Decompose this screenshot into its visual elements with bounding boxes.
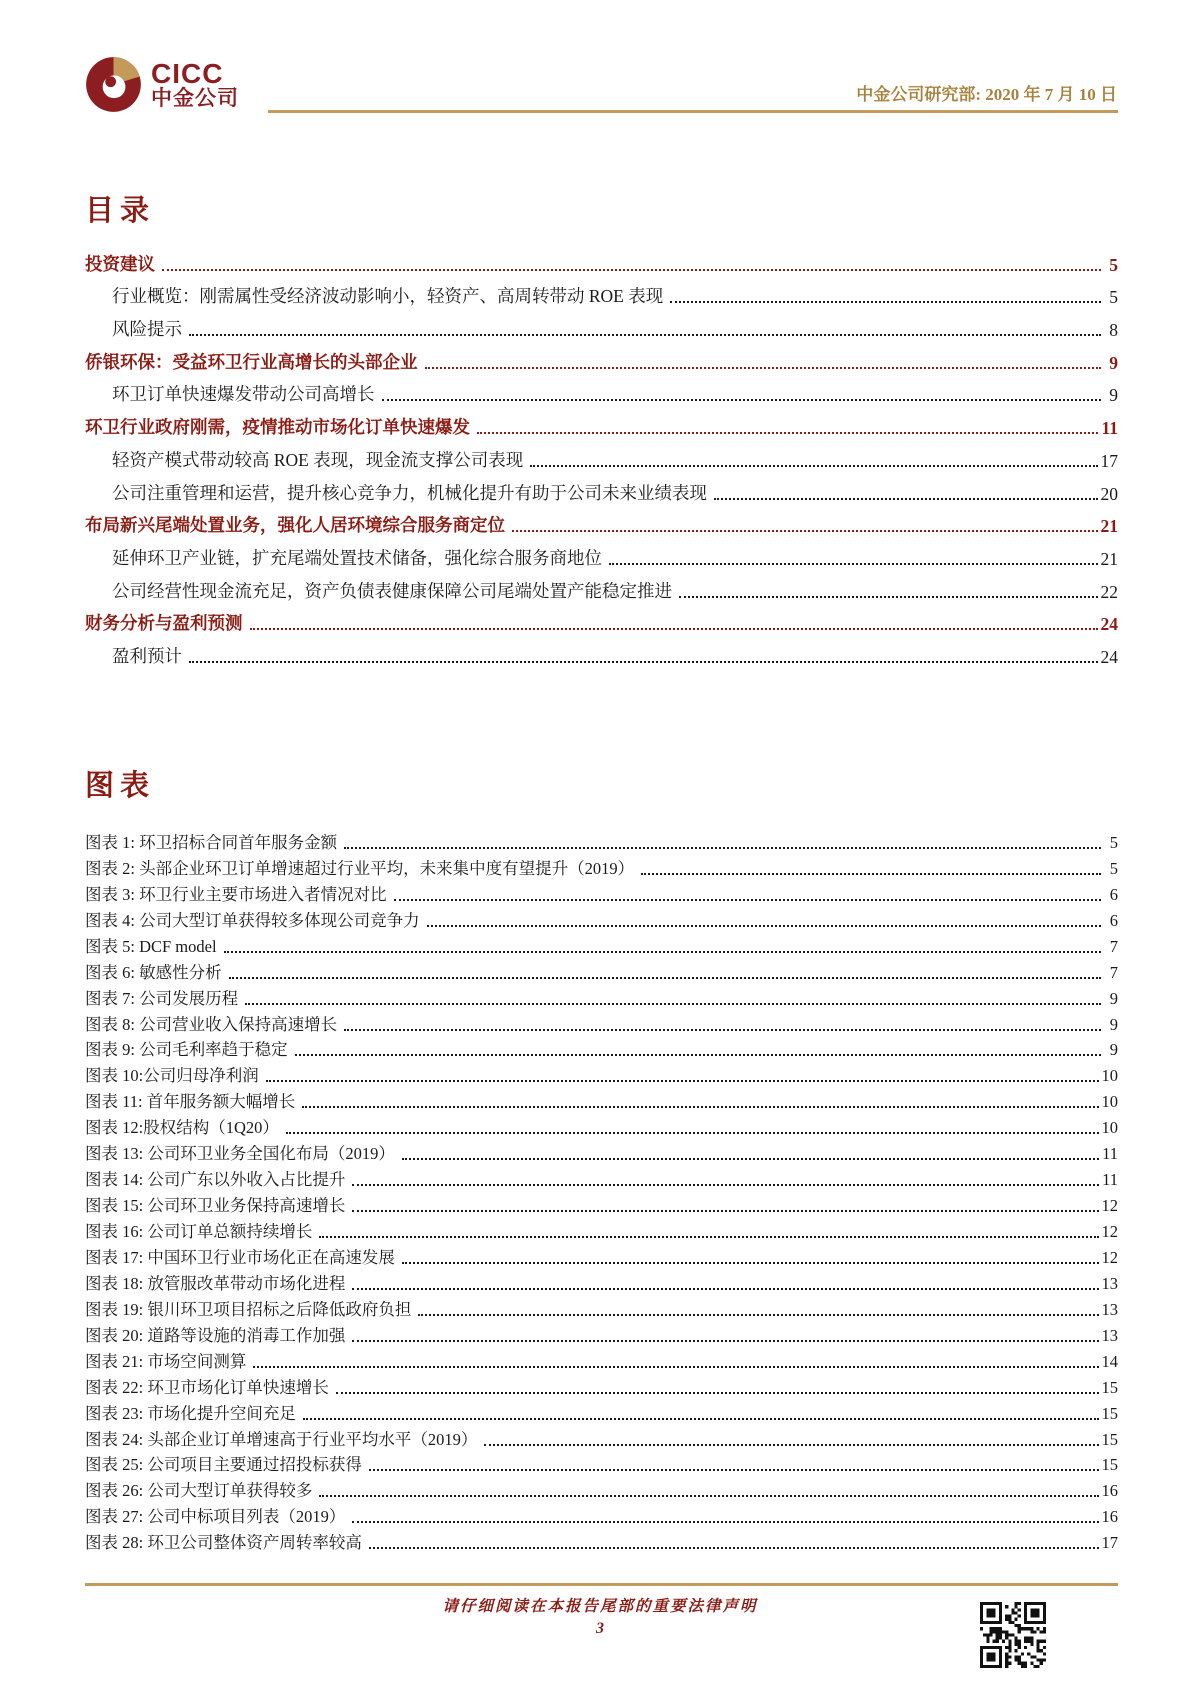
figure-entry[interactable] [85, 1320, 1118, 1346]
figure-entry[interactable] [85, 1216, 1118, 1242]
toc-entry-page: 20 [1100, 483, 1118, 504]
toc-entry-page: 8 [1109, 320, 1118, 341]
toc-entry[interactable] [85, 276, 1118, 309]
toc-entry-label: 延伸环卫产业链，扩充尾端处置技术储备，强化综合服务商地位 [112, 547, 602, 568]
figures-title: 图表 [85, 770, 156, 802]
toc-entry-page: 24 [1100, 646, 1118, 667]
toc-entry-page: 21 [1100, 516, 1118, 537]
figure-entry-label: 图表 3: 环卫行业主要市场进入者情况对比 [85, 884, 387, 904]
toc-entry-page: 9 [1109, 352, 1118, 373]
dotted-leader [369, 1547, 1099, 1549]
figure-entry-label: 图表 22: 环卫市场化订单快速增长 [85, 1377, 329, 1397]
toc-entry-page: 24 [1100, 614, 1118, 635]
figure-entry-label: 图表 28: 环卫公司整体资产周转率较高 [85, 1533, 362, 1553]
figure-entry-label: 图表 6: 敏感性分析 [85, 962, 222, 982]
figure-entry-label: 图表 4: 公司大型订单获得较多体现公司竞争力 [85, 910, 420, 930]
toc-entry[interactable] [85, 308, 1118, 341]
dotted-leader [641, 873, 1101, 875]
figure-entry[interactable] [85, 1060, 1118, 1086]
toc-entry[interactable] [85, 635, 1118, 668]
figure-entry-page: 13 [1101, 1273, 1118, 1293]
page-number: 3 [596, 1620, 604, 1637]
figure-entry-page: 12 [1101, 1247, 1118, 1267]
figure-entry[interactable] [85, 853, 1118, 879]
toc-entry[interactable] [85, 439, 1118, 472]
figure-entry-page: 7 [1109, 936, 1118, 956]
figure-entry-page: 15 [1101, 1377, 1118, 1397]
figure-entry-page: 13 [1101, 1325, 1118, 1345]
figure-entry-label: 图表 20: 道路等设施的消毒工作加强 [85, 1325, 346, 1345]
toc-entry-page: 17 [1100, 450, 1118, 471]
dotted-leader [253, 1366, 1098, 1368]
figure-entry-page: 11 [1102, 1144, 1118, 1164]
figure-entry[interactable] [85, 879, 1118, 905]
brand-text [151, 57, 239, 111]
qr-code-icon [980, 1602, 1046, 1668]
figure-entry[interactable] [85, 983, 1118, 1009]
dotted-leader [670, 301, 1101, 303]
figure-entry-label: 图表 14: 公司广东以外收入占比提升 [85, 1170, 346, 1190]
figure-entry[interactable] [85, 1164, 1118, 1190]
dotted-leader [319, 1495, 1098, 1497]
figure-entry-page: 15 [1101, 1403, 1118, 1423]
figure-entry-page: 10 [1101, 1066, 1118, 1086]
figure-entry-label: 图表 16: 公司订单总额持续增长 [85, 1222, 313, 1241]
brand-name-cn: 中金公司 [151, 87, 239, 111]
figure-entry-page: 9 [1109, 1014, 1118, 1034]
research-dept-date: 中金公司研究部: 2020 年 7 月 10 日 [856, 85, 1117, 104]
dotted-leader [714, 498, 1098, 500]
dotted-leader [679, 596, 1098, 598]
figure-entry[interactable] [85, 1450, 1118, 1476]
figure-entry[interactable] [85, 1501, 1118, 1527]
dotted-leader [336, 1392, 1099, 1394]
dotted-leader [394, 899, 1101, 901]
dotted-leader [286, 1132, 1099, 1134]
toc-entry-page: 9 [1109, 385, 1118, 406]
toc-entry-page: 5 [1109, 254, 1118, 275]
figure-entry[interactable] [85, 1346, 1118, 1372]
toc-entry-label: 风险提示 [112, 319, 182, 340]
dotted-leader [266, 1080, 1099, 1082]
header-gold-rule [268, 110, 1118, 113]
toc-entry[interactable] [85, 603, 1118, 636]
toc-list [85, 243, 1118, 668]
figure-entry[interactable] [85, 1009, 1118, 1035]
dotted-leader [344, 847, 1101, 849]
dotted-leader [382, 399, 1102, 401]
figure-entry-label: 图表 17: 中国环卫行业市场化正在高速发展 [85, 1247, 395, 1267]
toc-entry[interactable] [85, 341, 1118, 374]
dotted-leader [352, 1210, 1098, 1212]
figure-entry[interactable] [85, 827, 1118, 853]
dotted-leader [512, 530, 1098, 532]
figure-entry-label: 图表 10:公司归母净利润 [85, 1066, 259, 1086]
toc-entry-page: 22 [1100, 581, 1118, 602]
dotted-leader [352, 1288, 1098, 1290]
figure-entry-page: 6 [1109, 884, 1118, 904]
figure-entry-page: 12 [1101, 1196, 1118, 1216]
footer-gold-rule [85, 1583, 1118, 1586]
figure-entry-label: 图表 25: 公司项目主要通过招投标获得 [85, 1455, 362, 1475]
figure-entry[interactable] [85, 1398, 1118, 1424]
figure-entry-page: 17 [1101, 1533, 1118, 1553]
dotted-leader [245, 1003, 1101, 1005]
dotted-leader [427, 925, 1101, 927]
dotted-leader [319, 1236, 1098, 1238]
figure-entry-label: 图表 15: 公司环卫业务保持高速增长 [85, 1196, 346, 1216]
toc-entry-label: 投资建议 [85, 253, 155, 274]
dotted-leader [352, 1521, 1098, 1523]
figure-entry-page: 10 [1101, 1092, 1118, 1112]
figure-entry-page: 13 [1101, 1299, 1118, 1319]
figure-entry-page: 14 [1101, 1351, 1118, 1371]
figure-entry-label: 图表 21: 市场空间测算 [85, 1351, 247, 1371]
dotted-leader [484, 1444, 1098, 1446]
toc-title: 目录 [85, 195, 156, 227]
figure-entry-label: 图表 23: 市场化提升空间充足 [85, 1403, 296, 1423]
figure-entry[interactable] [85, 1424, 1118, 1450]
figure-entry-label: 图表 24: 头部企业订单增速高于行业平均水平（2019） [85, 1429, 478, 1449]
figure-entry[interactable] [85, 905, 1118, 931]
toc-entry-page: 5 [1109, 287, 1118, 308]
figure-entry-page: 9 [1109, 988, 1118, 1008]
dotted-leader [303, 1418, 1099, 1420]
figure-entry-label: 图表 2: 头部企业环卫订单增速超过行业平均，未来集中度有望提升（2019） [85, 858, 635, 878]
dotted-leader [369, 1469, 1099, 1471]
figure-entry-page: 15 [1101, 1429, 1118, 1449]
cicc-logo-icon [85, 56, 142, 113]
dotted-leader [189, 334, 1101, 336]
figure-entry-label: 图表 26: 公司大型订单获得较多 [85, 1481, 313, 1501]
figure-entry-label: 图表 9: 公司毛利率趋于稳定 [85, 1040, 288, 1060]
figure-entry-label: 图表 27: 公司中标项目列表（2019） [85, 1507, 346, 1527]
dotted-leader [402, 1158, 1099, 1160]
cicc-logo [85, 56, 239, 113]
figure-entry-page: 6 [1109, 910, 1118, 930]
toc-entry-label: 布局新兴尾端处置业务，强化人居环境综合服务商定位 [85, 515, 505, 536]
toc-entry[interactable] [85, 374, 1118, 407]
figure-entry[interactable] [85, 1527, 1118, 1553]
toc-entry-label: 环卫行业政府刚需，疫情推动市场化订单快速爆发 [85, 417, 470, 438]
figure-entry[interactable] [85, 1190, 1118, 1216]
figure-entry-label: 图表 5: DCF model [85, 936, 217, 956]
toc-entry-page: 11 [1101, 418, 1118, 439]
figure-entry[interactable] [85, 1475, 1118, 1501]
toc-entry[interactable] [85, 243, 1118, 276]
figure-entry-label: 图表 18: 放管服改革带动市场化进程 [85, 1273, 346, 1293]
dotted-leader [344, 1029, 1101, 1031]
toc-entry[interactable] [85, 505, 1118, 538]
dotted-leader [250, 628, 1098, 630]
dotted-leader [477, 432, 1098, 434]
figure-entry-label: 图表 1: 环卫招标合同首年服务金额 [85, 832, 338, 852]
dotted-leader [295, 1054, 1101, 1056]
dotted-leader [425, 367, 1102, 369]
figure-entry[interactable] [85, 1035, 1118, 1061]
dotted-leader [162, 269, 1101, 271]
legal-notice: 请仔细阅读在本报告尾部的重要法律声明 [442, 1598, 758, 1615]
figure-entry-page: 7 [1109, 962, 1118, 982]
toc-entry-label: 环卫订单快速爆发带动公司高增长 [112, 384, 375, 405]
toc-entry-label: 盈利预计 [112, 645, 182, 666]
figure-entry[interactable] [85, 957, 1118, 983]
figure-entry-label: 图表 19: 银川环卫项目招标之后降低政府负担 [85, 1299, 412, 1319]
dotted-leader [418, 1314, 1098, 1316]
figure-entry[interactable] [85, 1372, 1118, 1398]
toc-entry-label: 公司经营性现金流充足，资产负债表健康保障公司尾端处置产能稳定推进 [112, 580, 672, 601]
dotted-leader [352, 1184, 1099, 1186]
figure-entry[interactable] [85, 1086, 1118, 1112]
figure-entry-label: 图表 12:股权结构（1Q20） [85, 1118, 279, 1138]
figure-entry-page: 16 [1101, 1507, 1118, 1527]
dotted-leader [229, 977, 1101, 979]
figure-entry[interactable] [85, 1294, 1118, 1320]
dotted-leader [352, 1340, 1098, 1342]
figure-entry-page: 11 [1102, 1170, 1118, 1190]
figure-entry-page: 5 [1109, 858, 1118, 878]
figure-entry-label: 图表 11: 首年服务额大幅增长 [85, 1092, 296, 1112]
figure-entry-page: 10 [1101, 1118, 1118, 1138]
toc-entry-label: 行业概览：刚需属性受经济波动影响小，轻资产、高周转带动 ROE 表现 [112, 286, 664, 307]
dotted-leader [302, 1106, 1098, 1108]
figure-entry-page: 12 [1101, 1222, 1118, 1241]
toc-entry[interactable] [85, 472, 1118, 505]
figure-entry[interactable] [85, 1138, 1118, 1164]
figure-entry[interactable] [85, 1268, 1118, 1294]
figure-entry-page: 16 [1101, 1481, 1118, 1501]
toc-entry-label: 公司注重管理和运营，提升核心竞争力，机械化提升有助于公司未来业绩表现 [112, 482, 707, 503]
figures-list [85, 827, 1118, 1553]
toc-entry-label: 侨银环保：受益环卫行业高增长的头部企业 [85, 351, 418, 372]
figure-entry-label: 图表 8: 公司营业收入保持高速增长 [85, 1014, 338, 1034]
toc-entry-label: 财务分析与盈利预测 [85, 613, 243, 634]
toc-entry-page: 21 [1100, 548, 1118, 569]
figure-entry[interactable] [85, 931, 1118, 957]
dotted-leader [402, 1262, 1099, 1264]
figure-entry[interactable] [85, 1242, 1118, 1268]
figure-entry-label: 图表 13: 公司环卫业务全国化布局（2019） [85, 1144, 395, 1164]
toc-entry-label: 轻资产模式带动较高 ROE 表现，现金流支撑公司表现 [112, 449, 524, 470]
toc-entry[interactable] [85, 537, 1118, 570]
figure-entry-page: 9 [1109, 1040, 1118, 1060]
figure-entry[interactable] [85, 1112, 1118, 1138]
dotted-leader [189, 661, 1098, 663]
dotted-leader [224, 951, 1101, 953]
dotted-leader [530, 465, 1097, 467]
figure-entry-page: 5 [1109, 832, 1118, 852]
figure-entry-label: 图表 7: 公司发展历程 [85, 988, 239, 1008]
dotted-leader [609, 563, 1098, 565]
figure-entry-page: 15 [1101, 1455, 1118, 1475]
brand-name-en: CICC [151, 57, 224, 89]
toc-entry[interactable] [85, 570, 1118, 603]
toc-entry[interactable] [85, 406, 1118, 439]
